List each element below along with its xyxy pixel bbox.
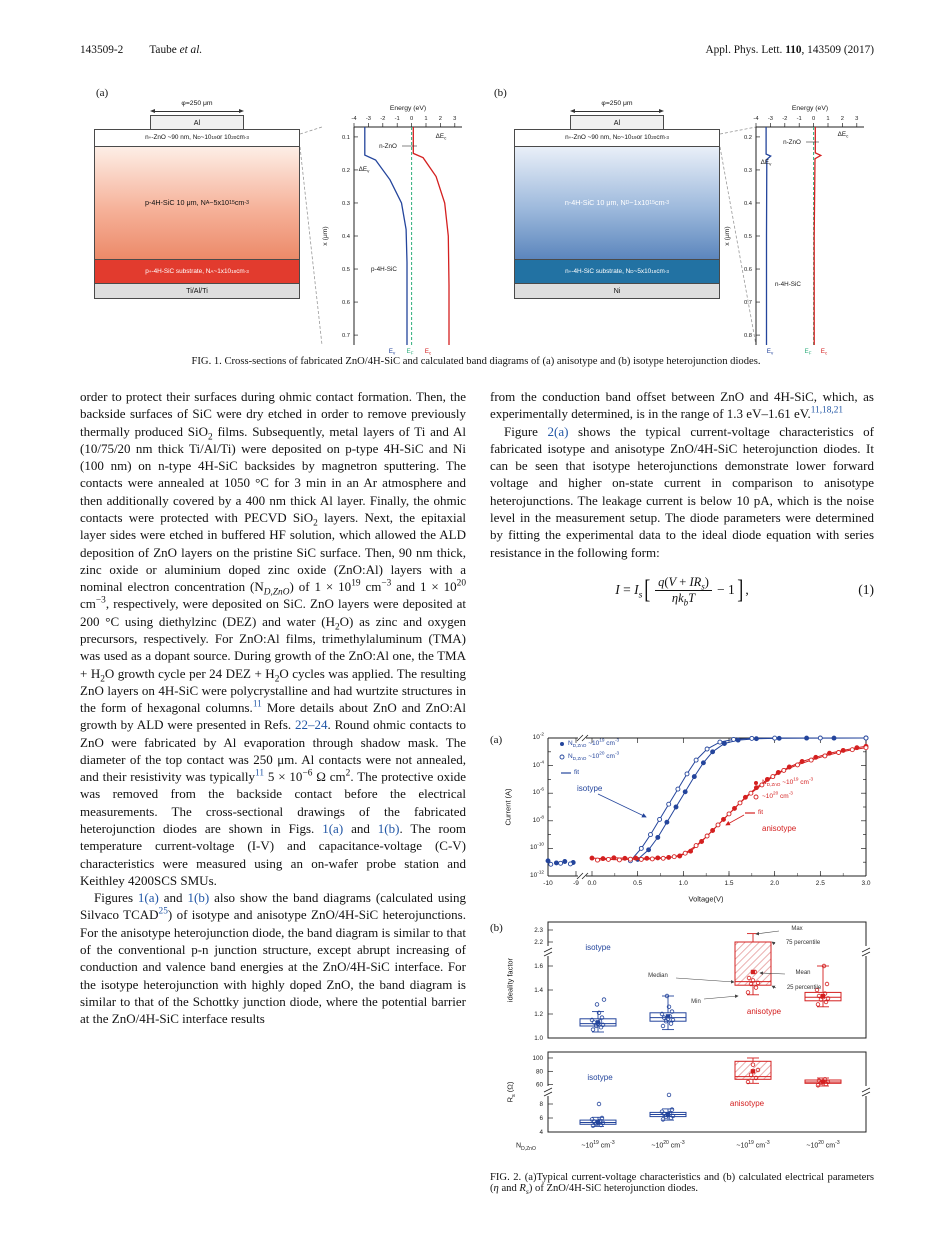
data-point	[600, 1116, 604, 1120]
band-diagram-a	[320, 101, 470, 359]
svg-label: 0	[409, 116, 414, 122]
data-marker	[559, 861, 563, 865]
svg-label: -1	[394, 116, 400, 122]
svg-label: 0.7	[341, 333, 350, 340]
data-marker	[732, 737, 736, 741]
iv-chart	[498, 728, 875, 913]
svg-label: $E_v$	[766, 348, 774, 356]
svg-label: 0.3	[341, 200, 350, 207]
data-marker	[796, 763, 800, 767]
svg-label: -2	[380, 116, 386, 122]
svg-label: -1	[796, 116, 802, 122]
y-tick-label: 2.3	[534, 927, 543, 934]
x-category-label: $\sim 10^{20}$ $cm^{-3}$	[651, 1140, 685, 1150]
layer-epitaxy: n-4H-SiC 10 μm, N D ~1x10 15 cm -3	[514, 146, 720, 260]
svg-label: $\Delta E_v$	[358, 166, 370, 174]
y-tick-label: 1.6	[534, 963, 543, 970]
data-point	[816, 1003, 820, 1007]
diameter-arrow-icon	[150, 109, 244, 114]
y-tick-label: 1.0	[534, 1035, 543, 1042]
x-category-label: $\sim 10^{20}$ $cm^{-3}$	[806, 1140, 840, 1150]
legend-label: $N_{D,ZnO}$ $\sim 10^{20}$ $cm^{-3}$	[568, 750, 620, 762]
data-marker	[563, 860, 567, 864]
x-tick-label: 2.0	[770, 880, 780, 887]
fig2a-label: (a)	[490, 734, 503, 746]
x-tick-label: 2.5	[815, 880, 825, 887]
device-cross-section-b	[514, 99, 720, 299]
data-marker	[716, 823, 720, 827]
iv-fit-line	[598, 748, 867, 860]
svg-label: 2	[840, 116, 845, 122]
x-tick-label: 1.0	[678, 880, 688, 887]
y-tick-label: $10^{-4}$	[532, 759, 544, 769]
citation-link[interactable]: 2(a)	[547, 423, 569, 439]
svg-label: p-4H-SiC	[371, 266, 397, 273]
fig1b-label: (b)	[494, 87, 507, 99]
data-marker	[705, 747, 709, 751]
data-marker	[694, 844, 698, 848]
citation-link[interactable]: 1(a)	[322, 821, 344, 837]
left-column	[80, 388, 466, 1027]
layer-back-metal: Ti/Al/Ti	[94, 283, 300, 299]
data-marker	[864, 746, 868, 750]
data-marker	[850, 748, 854, 752]
svg-label: 1	[826, 116, 830, 122]
fig2-caption: FIG. 2. (a)Typical current-voltage characteristics and (b) calculated electrical parameters (η and $R_s$) of ZnO/4H-SiC heterojunction diodes.	[490, 1172, 874, 1197]
numerator: $q(V + IR_s)$	[655, 575, 712, 591]
bracket-open: [	[644, 575, 651, 605]
svg-label: $E_F$	[406, 348, 414, 356]
iv-fit-line	[630, 738, 866, 861]
y-axis-title: ideality factor	[505, 957, 515, 1003]
header-right: Appl. Phys. Lett. 110, 143509 (2017)	[705, 44, 874, 56]
svg-label: 3	[453, 116, 457, 122]
data-marker	[692, 775, 696, 779]
group-label: anisotype	[746, 1007, 782, 1016]
svg-label: 0.4	[743, 200, 752, 207]
x-category-label: $\sim 10^{19}$ $cm^{-3}$	[736, 1140, 770, 1150]
equation-fraction	[655, 575, 712, 606]
data-marker	[818, 736, 822, 740]
depth-axis-title: x (μm)	[322, 226, 329, 246]
svg-label: $E_c$	[820, 348, 828, 356]
y-tick-label: 6	[539, 1115, 543, 1122]
equation-comma: ,	[745, 582, 749, 598]
data-marker	[773, 736, 777, 740]
data-point	[667, 1093, 671, 1097]
data-marker	[658, 817, 662, 821]
x-axis-title: Voltage(V)	[688, 894, 724, 904]
data-marker	[718, 740, 722, 744]
svg-label: $\Delta E_c$	[837, 131, 849, 139]
data-marker	[701, 761, 705, 765]
paragraph: from the conduction band offset between ZnO and 4H-SiC, which, as experimentally determined, is in the range of 1.3 eV–1.61 eV.$^{11,18,21}$	[490, 389, 874, 422]
layer-back-metal: Ni	[514, 283, 720, 299]
energy-axis-title: Energy (eV)	[791, 105, 829, 112]
data-marker	[722, 742, 726, 746]
y-tick-label: $10^{-2}$	[532, 731, 544, 741]
data-point	[595, 1003, 599, 1007]
annotation-label: 75 percentile	[785, 940, 821, 946]
y-tick-label: 1.2	[534, 1011, 543, 1018]
data-marker	[711, 750, 715, 754]
fig1-caption: FIG. 1. Cross-sections of fabricated ZnO/4H-SiC and calculated band diagrams of (a) anisotype and (b) isotype heterojunction diodes.	[191, 356, 761, 367]
svg-label: -3	[365, 116, 371, 122]
data-marker	[639, 846, 643, 850]
annotation-label: 25 percentile	[786, 985, 822, 991]
svg-label: -3	[767, 116, 773, 122]
citation-link[interactable]: 1(a)	[137, 890, 159, 906]
data-point	[669, 1022, 673, 1026]
data-point	[746, 991, 750, 995]
data-marker	[676, 787, 680, 791]
data-marker	[649, 833, 653, 837]
data-point	[754, 986, 758, 990]
boxplot-chart	[498, 920, 875, 1168]
citation-link[interactable]: 1(b)	[187, 890, 210, 906]
journal-header	[80, 44, 874, 56]
x-category-label: $\sim 10^{19}$ $cm^{-3}$	[581, 1140, 615, 1150]
layer-al-contact: Al	[150, 115, 244, 130]
equation-number: (1)	[858, 582, 874, 598]
y-tick-label: 80	[535, 1068, 543, 1076]
y-tick-label: 4	[539, 1129, 543, 1136]
svg-label: $E_v$	[388, 348, 396, 356]
data-marker	[661, 856, 665, 860]
svg-label: 0.8	[743, 333, 752, 340]
x-tick-label: 0.5	[633, 880, 643, 887]
data-marker	[771, 775, 775, 779]
data-marker	[683, 790, 687, 794]
data-point	[661, 1118, 665, 1122]
paragraph: order to protect their surfaces during ohmic contact formation. Then, the backside surfaces of SiC were dry etched in order to remove previously thermally produced SiO$_2$ films. Subsequently, metal layers of Ti and Al (10/75/20 nm thick Ti/Al/Ti) were deposited on p-type 4H-SiC and Ni (100 nm) on n-type 4H-SiC backsides by magnetron sputtering. The contacts were annealed at 1050 °C for 3 min in an Ar atmosphere and then additionally covered by a 400 nm thick Al layer. Finally, the ohmic contacts were protected with PECVD SiO$_2$ layers. Next, the epitaxial layer sides were etched in buffered HF solution, which allowed the ALD deposition of ZnO layers on the pristine SiC surface. Then, 90 nm thick, zinc oxide or aluminium doped zinc oxide (ZnO:Al) layers with a nominal electron concentration $(N_{D,ZnO})$ of $1 \times 10^{19}$ $cm^{-3}$ and $1 \times 10^{20}$ $cm^{-3}$, respectively, were deposited on SiC. ZnO layers were deposited at 200 °C using diethylzinc (DEZ) and water $(H_2O)$ as zinc and oxygen precursors, respectively. For ZnO:Al films, trimethylaluminum (TMA) was used as a dopant source. During growth of the ZnO:Al one, the TMA + $H_2O$ growth cycle per 24 DEZ + $H_2O$ cycles was applied. The resulting ZnO layers on 4H-SiC were polycrystalline and had wurtzite structures in the form of hexagonal columns.$^{11}$ More details about ZnO and ZnO:Al growth by ALD were presented in Refs. 22–24. Round ohmic contacts to ZnO were fabricated by Al evaporation through shadow mask. The diameter of the top contact was 250 μm. Al contacts were not annealed, and their resistivity was typically$^{11}$ $5 \times 10^{-6}$ Ω $cm^2$. The protective oxide was removed from the backside contact before the electrical measurements. The cross-sectional drawings of the fabricated heterojunction diodes are shown in Figs. 1(a) and 1(b). The room temperature current-voltage (I-V) and capacitance-voltage (C-V) characteristics were measured using an on-wafer probe station and Keithley 4200SCS SMUs.	[80, 389, 467, 888]
x-axis-prefix: $N_{D,ZnO}$	[516, 1142, 536, 1152]
data-marker	[683, 851, 687, 855]
paragraph: Figures 1(a) and 1(b) also show the band diagrams (calculated using Silvaco TCAD$^{25}$) of isotype and anisotype ZnO/4H-SiC heterojunctions. For the anisotype heterojunction diode, the band diagram is similar to that of the conventional p-n junction structure, except abrupt increasing of conduction and valence band energies at the ZnO/4H-SiC interface. For the isotype heterojunction with highly doped ZnO, the band diagram is similar to that of the Schottky junction diode, where the potential barrier at the ZnO/4H-SiC interface results	[80, 890, 466, 1027]
svg-label: n-ZnO	[379, 143, 397, 150]
svg-label: 1	[424, 116, 428, 122]
legend-label: isotype	[577, 784, 603, 793]
data-marker	[760, 783, 764, 787]
y-axis-title: $R_s$ (Ω)	[505, 1081, 517, 1103]
layer-epitaxy: p-4H-SiC 10 μm, N A ~5x10 15 cm -3	[94, 146, 300, 260]
legend-label: fit	[758, 808, 764, 816]
data-marker	[554, 861, 558, 865]
citation-link[interactable]: 11	[252, 699, 262, 710]
svg-label: 0.1	[341, 134, 350, 141]
y-tick-label: $10^{-10}$	[530, 842, 544, 852]
data-marker	[650, 857, 654, 861]
x-tick-label: 3.0	[861, 880, 871, 887]
y-tick-label: $10^{-8}$	[532, 814, 544, 824]
y-tick-label: 8	[539, 1101, 543, 1108]
diameter-label: φ=250 μm	[181, 100, 213, 107]
data-marker	[864, 736, 868, 740]
x-tick-label: 0.0	[587, 880, 597, 887]
data-marker	[694, 758, 698, 762]
fig2b-label: (b)	[490, 922, 503, 934]
data-marker	[738, 801, 742, 805]
data-marker	[606, 857, 610, 861]
svg-label: 0.3	[743, 167, 752, 174]
data-marker	[727, 812, 731, 816]
citation-link[interactable]: 11,18,21	[810, 405, 844, 416]
data-marker	[809, 758, 813, 762]
data-marker	[546, 859, 550, 863]
layer-substrate: n + -4H-SiC substrate, N D ~5x10 18 cm -3	[514, 259, 720, 284]
data-marker	[568, 862, 572, 866]
citation-link[interactable]: 1(b)	[377, 821, 400, 837]
data-point	[661, 1024, 665, 1028]
svg-label: $E_c$	[424, 348, 432, 356]
data-marker	[549, 862, 553, 866]
y-axis-title: Current (A)	[503, 788, 513, 826]
data-marker	[628, 857, 632, 861]
layer-substrate: p + -4H-SiC substrate, N A ~1x10 18 cm -3	[94, 259, 300, 284]
group-label: isotype	[587, 1073, 613, 1082]
svg-label: n-4H-SiC	[775, 281, 801, 288]
data-marker	[596, 858, 600, 862]
data-point	[602, 998, 606, 1002]
equation-tail: − 1	[716, 582, 735, 598]
equation-lhs: $I = I_s$	[615, 582, 643, 602]
y-tick-label: 2.2	[534, 939, 543, 946]
data-marker	[705, 834, 709, 838]
svg-label: $\Delta E_v$	[760, 159, 772, 167]
data-marker	[656, 856, 660, 860]
legend-label: $N_{D,ZnO}$ $\sim 10^{19}$ $cm^{-3}$	[568, 737, 620, 749]
energy-axis-title: Energy (eV)	[389, 105, 427, 112]
fig1-panel-a	[80, 85, 476, 363]
data-marker	[672, 855, 676, 859]
figure-1	[80, 85, 872, 363]
y-tick-label: $10^{-12}$	[530, 869, 544, 879]
layer-zno: n + -ZnO ~90 nm, N D ~10 19 or 10 20 cm -3	[514, 129, 720, 147]
data-marker	[647, 848, 651, 852]
x-tick-label: -10	[543, 880, 553, 887]
y-tick-label: 1.4	[534, 987, 543, 994]
svg-label: 2	[438, 116, 443, 122]
layer-al-contact: Al	[570, 115, 664, 130]
citation-link[interactable]: 25	[158, 907, 168, 918]
data-marker	[639, 857, 643, 861]
svg-label: 0.6	[743, 267, 752, 274]
data-marker	[750, 736, 754, 740]
data-marker	[685, 772, 689, 776]
annotation-label: Mean	[795, 970, 811, 976]
layer-zno: n + -ZnO ~90 nm, N D ~10 19 or 10 20 cm -3	[94, 129, 300, 147]
svg-label: 0.2	[743, 134, 752, 141]
svg-label: -4	[351, 116, 357, 122]
legend-label: anisotype	[762, 824, 797, 833]
data-marker	[823, 754, 827, 758]
data-marker	[667, 802, 671, 806]
device-cross-section-a	[94, 99, 300, 299]
data-marker	[590, 856, 594, 860]
annotation-label: Max	[791, 926, 803, 932]
legend-label: $\sim 10^{20}$ $cm^{-3}$	[762, 790, 793, 800]
header-left	[80, 44, 202, 56]
svg-label: n-ZnO	[783, 139, 801, 146]
y-tick-label: 60	[535, 1081, 543, 1089]
denominator: $\eta k_bT$	[671, 590, 696, 608]
data-marker	[837, 751, 841, 755]
data-marker	[749, 791, 753, 795]
svg-label: 0	[811, 116, 816, 122]
legend-label: fit	[574, 768, 580, 776]
svg-label: $\Delta E_c$	[435, 133, 447, 141]
authors: Taube et al.	[149, 44, 203, 56]
citation-link[interactable]: 11	[255, 768, 265, 779]
svg-label: 3	[855, 116, 859, 122]
band-curve-Ev	[365, 127, 407, 345]
citation-link[interactable]: 22–24	[295, 717, 328, 733]
band-curve-Ec	[814, 127, 821, 345]
svg-label: 0.5	[341, 267, 350, 274]
fig1a-label: (a)	[96, 87, 109, 99]
data-marker	[656, 835, 660, 839]
data-point	[670, 1108, 674, 1112]
equation-1	[490, 575, 874, 606]
figure-2	[490, 728, 875, 1170]
x-tick-label: -9	[573, 880, 579, 887]
svg-label: 0.6	[341, 300, 350, 307]
data-marker	[617, 858, 621, 862]
diameter-arrow-icon	[570, 109, 664, 114]
paragraph: Figure 2(a) shows the typical current-voltage characteristics of fabricated isotype and anisotype ZnO/4H-SiC heterojunction diodes. It can be seen that isotype heterojunctions demonstrate lower forward voltage and higher on-state current in comparison to anisotype heterojunctions. The leakage current is below 10 pA, which is the noise level in the measurement setup. The diode parameters were determined by fitting the experimental data to the ideal diode equation with series resistance in the following form:	[490, 423, 874, 560]
data-point	[597, 1102, 601, 1106]
x-tick-label: 1.5	[724, 880, 734, 887]
band-diagram-b	[722, 101, 872, 359]
group-label: isotype	[585, 943, 611, 952]
svg-label: 0.2	[341, 167, 350, 174]
annotation-label: Min	[691, 999, 701, 1005]
data-point	[815, 988, 819, 992]
data-point	[825, 982, 829, 986]
svg-label: 0.4	[341, 234, 350, 240]
svg-label: -4	[753, 116, 759, 122]
legend-label: $N_{D,ZnO}$ $\sim 10^{19}$ $cm^{-3}$	[762, 776, 814, 788]
bracket-close: ]	[737, 575, 744, 605]
data-point	[591, 1028, 595, 1032]
svg-label: -2	[782, 116, 788, 122]
svg-label: $E_F$	[804, 348, 812, 356]
svg-label: 0.5	[743, 234, 752, 240]
data-marker	[674, 805, 678, 809]
right-column	[490, 388, 874, 606]
y-tick-label: 100	[532, 1054, 543, 1062]
y-tick-label: $10^{-6}$	[532, 786, 544, 797]
iv-fit-line	[592, 746, 866, 858]
group-label: anisotype	[729, 1099, 765, 1108]
band-curve-Ec	[413, 127, 449, 345]
page-id: 143509-2	[80, 44, 124, 56]
data-marker	[665, 820, 669, 824]
data-marker	[782, 768, 786, 772]
fig1-panel-b	[478, 85, 872, 363]
diameter-label: φ=250 μm	[601, 100, 633, 107]
depth-axis-title: x (μm)	[724, 226, 731, 246]
annotation-label: Median	[648, 973, 668, 979]
svg-label: 0.7	[743, 300, 752, 307]
